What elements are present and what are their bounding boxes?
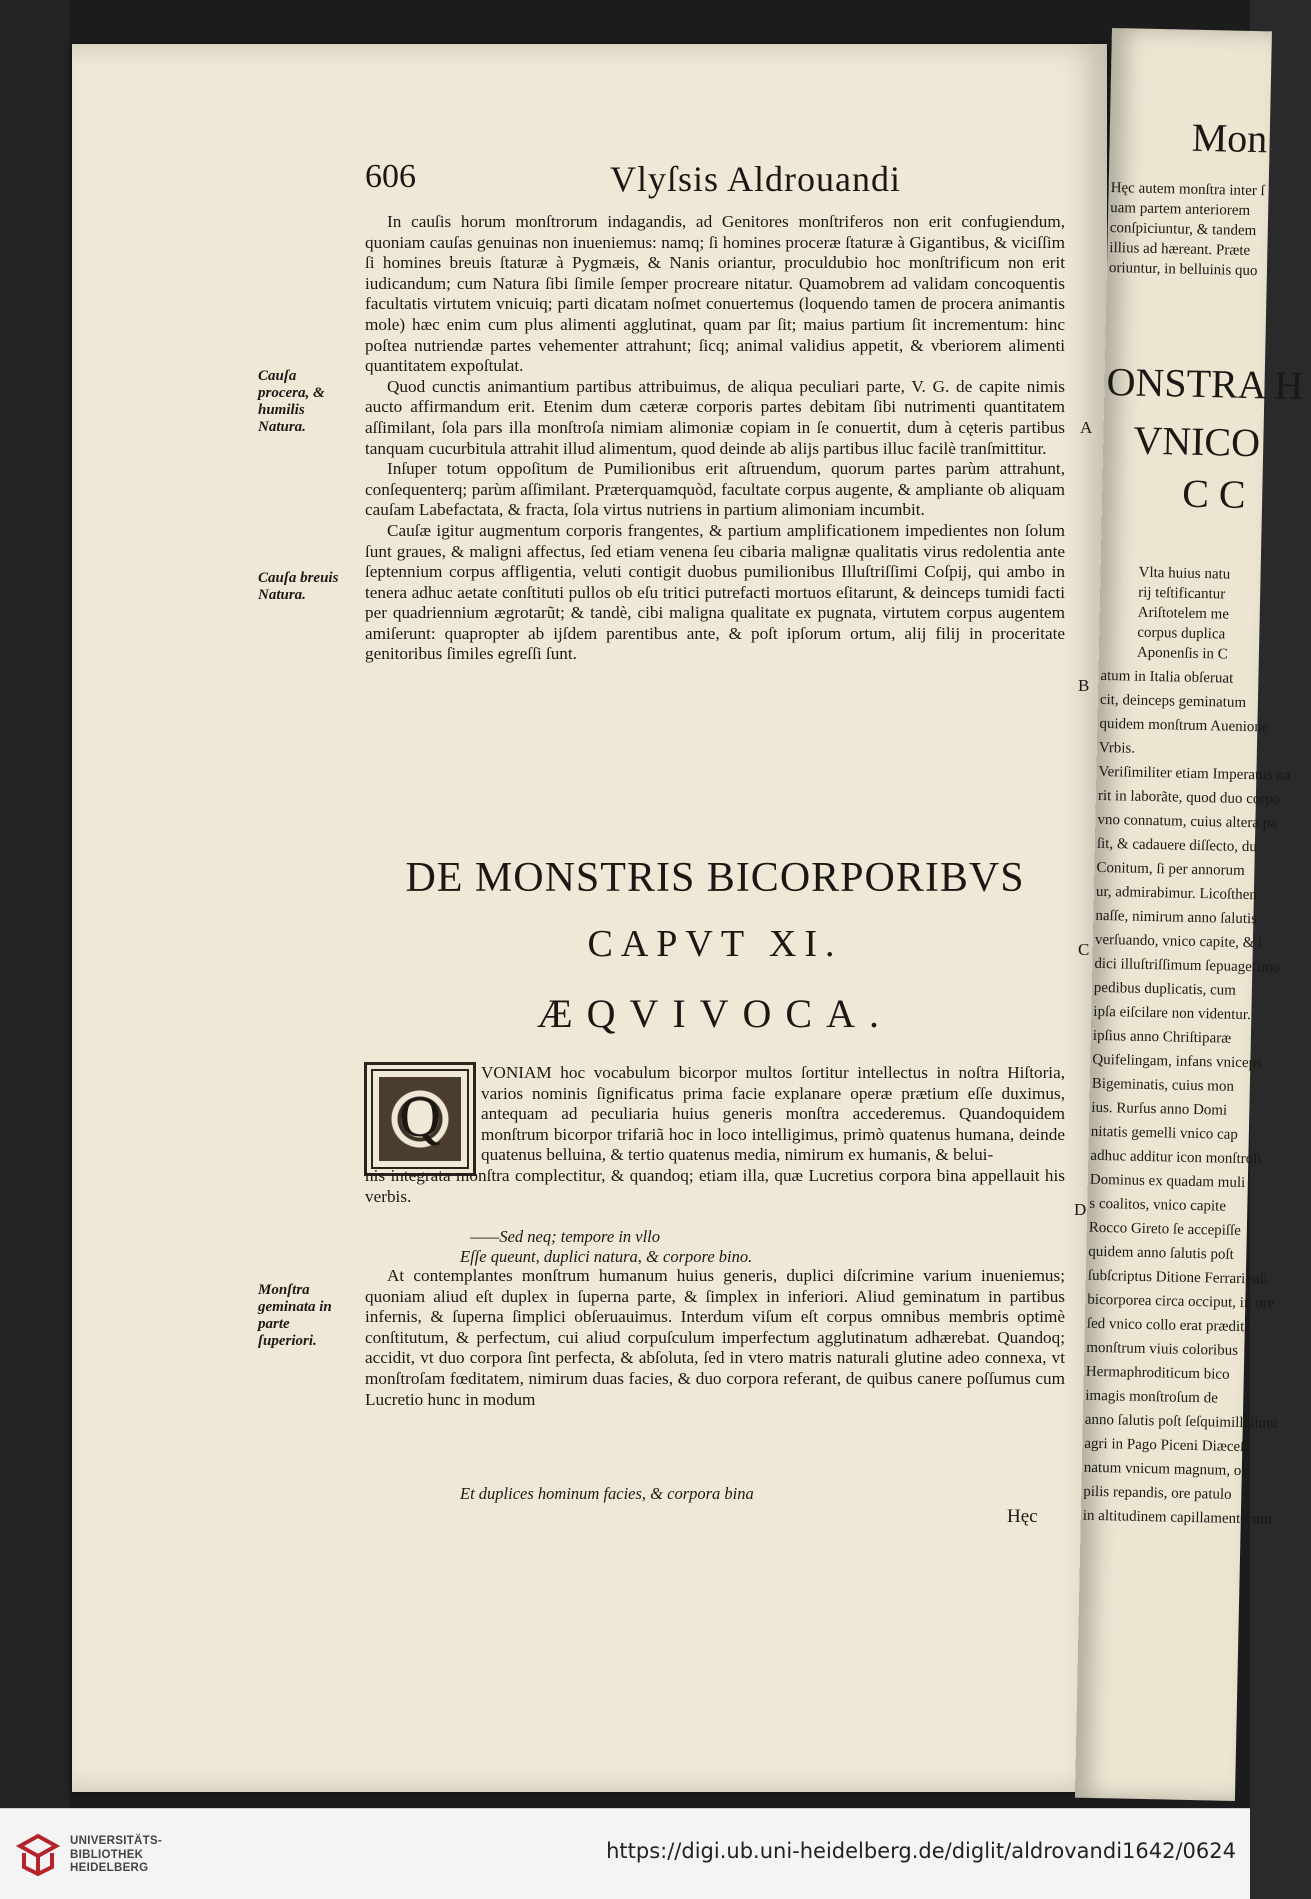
signature-mark: A	[1080, 418, 1093, 437]
right-page-line: dici illuſtriſſimum ſepuagefimo	[1094, 955, 1281, 976]
chapter-number: CAPVT XI.	[587, 923, 843, 965]
page-header	[365, 158, 1005, 206]
right-page-line: agri in Pago Piceni Diæceſ	[1084, 1435, 1245, 1456]
viewer-footer	[0, 1808, 1250, 1899]
right-page-line: ſit, & cadauere diſſecto, du	[1096, 835, 1257, 856]
verse-line: Et duplices hominum facies, & corpora bina	[460, 1484, 754, 1503]
right-page-line: ius. Rurſus anno Domi	[1091, 1099, 1228, 1119]
running-head: Vlyſsis Aldrouandi	[610, 159, 902, 199]
right-page-line: pilis repandis, ore patulo	[1083, 1483, 1232, 1503]
right-page-line: ur, admirabimur. Licoſthen	[1095, 883, 1258, 904]
catchword: Hęc	[1007, 1506, 1038, 1527]
signature-mark: C	[1078, 940, 1090, 959]
right-page-line: rit in laborãte, quod duo corpo	[1097, 787, 1281, 808]
university-library-logo[interactable]	[16, 1833, 60, 1877]
paragraph: Quod cunctis animantium partibus attribuimus, de aliqua peculiari parte, V. G. de capite nimis aucto affirmandum erit. Etenim dum cæteræ corporis partes debitam ſibi nutrimenti quantitatem aſſimilant, ſola pars illa monſtroſa nimiam alimoniæ copiam in ſe conuertit, dum à cęteris partibus tanquam cucurbitula attrahit illud alimentum, quod deinde ab alijs partibus illuc facilè tranſmittitur.	[365, 376, 1065, 458]
right-page-line: naſſe, nimirum anno ſalutis	[1095, 907, 1258, 928]
right-page-line: nitatis gemelli vnico cap	[1090, 1123, 1239, 1143]
right-page-line: quidem monſtrum Auenione	[1099, 715, 1269, 736]
right-page-line: quidem anno ſalutis poſt	[1088, 1243, 1234, 1263]
right-page-line: imagis monſtroſum de	[1085, 1387, 1218, 1407]
chapter-title: DE MONSTRIS BICORPORIBVS	[405, 855, 1025, 901]
right-page-line: rij teſtificantur	[1138, 584, 1226, 603]
scan-background	[0, 0, 70, 1808]
right-page-title: ONSTRA H	[1106, 358, 1304, 409]
margin-note: Monſtra geminata in parte ſuperiori.	[258, 1282, 332, 1349]
right-page-line: uam partem anteriorem	[1110, 200, 1251, 219]
right-page-line: Hermaphroditicum bico	[1085, 1363, 1230, 1383]
library-name-line: BIBLIOTHEK	[70, 1848, 144, 1861]
verse-line: ——Sed neq; tempore in vllo	[470, 1227, 661, 1246]
right-page-line: Ariſtotelem me	[1137, 604, 1230, 623]
right-page-line: anno ſalutis poſt ſeſquimilleſimu	[1084, 1411, 1278, 1432]
right-page-line: Conitum, ſi per annorum	[1096, 859, 1245, 879]
library-name	[70, 1835, 162, 1876]
right-page-line: ſubſcriptus Ditione Ferrarienſi	[1087, 1267, 1268, 1288]
margin-note: Cauſa breuis Natura.	[258, 570, 339, 603]
right-page-line: s coalitos, vnico capite	[1089, 1195, 1227, 1215]
permalink-url[interactable]: https://digi.ub.uni-heidelberg.de/diglit/aldrovandi1642/0624	[606, 1839, 1236, 1863]
right-page-line: Hęc autem monſtra inter ſ	[1110, 180, 1265, 200]
right-page-line: natum vnicum magnum, oc	[1083, 1459, 1249, 1480]
right-page-head: Mon	[1191, 114, 1268, 162]
right-page-line: ipſa eiſcilare non videntur.	[1093, 1003, 1251, 1024]
right-page-line: Vrbis.	[1098, 739, 1136, 757]
right-page-line: illius ad hæreant. Præte	[1109, 239, 1251, 259]
paragraph: In cauſis horum monſtrorum indagandis, ad Genitores monſtriferos non erit confugiendum, quoniam cauſas genuinas non inueniemus: namq; ſi homines proceræ ſtaturæ à Gigantibus, & viciſſim ſi homines breuis ſtaturæ à Pygmæis, & Nanis oriantur, proculdubio hoc monſtrificum non erit iudicandum; cum Natura ſibi ſimile ſemper procreare nitatur. Quamobrem ad validam concoquentis facultatis virtutem vnicuiq; parti dicatam noſmet conuertemus (loquendo tamen de procera animantis mole) hæc enim cum plus alimenti agglutinat, quam par ſit; maius partium ſit incrementum: hinc poſtea nutriendæ partes vehementer attrahunt; ſicq; animal validius appetit, & vberiorem alimenti quantitatem expoſtulat.	[365, 212, 1065, 376]
folio-number: 606	[365, 158, 416, 195]
right-page-line: ipſius anno Chriſtiparæ	[1092, 1027, 1232, 1047]
section-title: ÆQVIVOCA.	[537, 991, 893, 1036]
right-page-line: Quifelingam, infans vniceps	[1092, 1051, 1263, 1072]
right-page-line: atum in Italia obſeruat	[1100, 667, 1234, 687]
right-page-line: oriuntur, in belluinis quo	[1108, 259, 1258, 280]
signature-mark: B	[1078, 676, 1090, 695]
library-name-line: UNIVERSITÄTS-	[70, 1835, 163, 1847]
paragraph-block-2	[365, 1063, 1065, 1207]
margin-note: Cauſa procera, & humilis Natura.	[258, 368, 325, 435]
paragraph: Inſuper totum oppoſitum de Pumilionibus erit aſtruendum, quorum partes parùm attrahunt, conſequenterq; parùm aſſimilant. Præterquamquòd, facultate corpus augente, & ampliante ob aliquam cauſam Labefactata, & fracta, ſola virtus nutriens in partium alimoniam incumbit.	[365, 459, 1065, 520]
right-page-line: pedibus duplicatis, cum	[1093, 979, 1237, 999]
paragraph-block-1	[365, 212, 1065, 665]
signature-mark: D	[1074, 1200, 1087, 1219]
right-page-line: conſpiciuntur, & tandem	[1109, 219, 1257, 240]
right-page-line: Vlta huius natu	[1138, 564, 1231, 583]
right-page-line: in altitudinem capillamentorum	[1082, 1507, 1273, 1528]
paragraph: At contemplantes monſtrum humanum huius generis, duplici diſcrimine varium inueniemus; quoniam aliud eſt duplex in ſuperna parte, & ſimplex in inferiori. Aliud geminatum in partibus infernis, & ſuperna ſimplici obſeruauimus. Interdum viſum eſt corpus omnibus membris optimè conſtitutum, & perfectum, cui aliud corpuſculum imperfectum agglutinatum adhærebat. Quandoq; accidit, vt duo corpora ſint perfecta, & abſoluta, ſed in vtero matris naturali glutine adeo connexa, vt monſtroſam fœditatem, nimirum duas facies, & duo corpora referant, de quibus canere poſſumus cum Lucretio hunc in modum	[365, 1266, 1065, 1409]
right-page-line: Dominus ex quadam muli	[1089, 1171, 1246, 1192]
right-page-line: Aponenſis in C	[1136, 644, 1228, 663]
library-name-line: HEIDELBERG	[70, 1862, 149, 1874]
right-page-line: monſtrum viuis coloribus	[1086, 1339, 1239, 1359]
right-page-line: adhuc additur icon monſtroſi	[1090, 1147, 1262, 1168]
right-page-line: bicorporea circa occiput, in ore	[1087, 1291, 1275, 1312]
right-page-line: corpus duplica	[1137, 624, 1226, 643]
paragraph: VONIAM hoc vocabulum bicorpor multos ſortitur intellectus in noſtra Hiſtoria, varios nominis ſignificatus prima facie explanare operæ prætium eſſe duximus, antequam ad peculiaria huius generis monſtra accederemus. Quandoquidem monſtrum bicorpor trifariã hoc in loco intelligimus, primò quatenus humana, deinde quatenus belluina, & tertio quatenus media, nimirum ex humanis, & belui-	[481, 1063, 1065, 1165]
right-page-line: cit, deinceps geminatum	[1099, 691, 1247, 711]
right-page-line: verſuando, vnico capite, & i	[1094, 931, 1263, 952]
paragraph: nis integrata monſtra complectitur, & quandoq; etiam illa, quæ Lucretius corpora bina appellauit his verbis.	[365, 1165, 1065, 1206]
right-page-title: VNICO	[1132, 417, 1261, 466]
right-page-line: Bigeminatis, cuius mon	[1091, 1075, 1235, 1095]
right-page-line: ſed vnico collo erat prædita	[1086, 1315, 1252, 1336]
paragraph: Cauſæ igitur augmentum corporis frangentes, & partium amplificationem impedientes non ſolum ſunt graues, & maligni affectus, ſed etiam venena ſeu cibaria malignæ qualitatis virus redolentia ante ſeptennium corpus affligentia, veluti contigit duobus pumilionibus Illuſtriſſimi Coſpij, qui ambo in tenera adhuc aetate conſtituti pullos ob eſu tritici putrefacti mortuos eſitarunt, & deinceps tumidi facti per quadriennium ægrotarũt; & tandè, cibi maligna qualitate ex pugnata, virtutem corpus augentem amiſerunt: quapropter ab ijſdem parentibus ante, & poſt ipſorum ortum, alij filij in proceritate genitoribus ſimiles egreſſi ſunt.	[365, 520, 1065, 664]
right-page-line: vno connatum, cuius altera pa	[1097, 811, 1278, 832]
paragraph-block-3	[365, 1266, 1065, 1410]
right-page-line: Rocco Gireto ſe accepiſſe	[1088, 1219, 1242, 1239]
right-page-title: C C	[1181, 470, 1247, 517]
verse-line: Eſſe queunt, duplici natura, & corpore bino.	[460, 1247, 753, 1266]
initial-letter: Q	[399, 1084, 441, 1149]
right-page-line: Veriſimiliter etiam Imperatus na	[1098, 763, 1291, 784]
